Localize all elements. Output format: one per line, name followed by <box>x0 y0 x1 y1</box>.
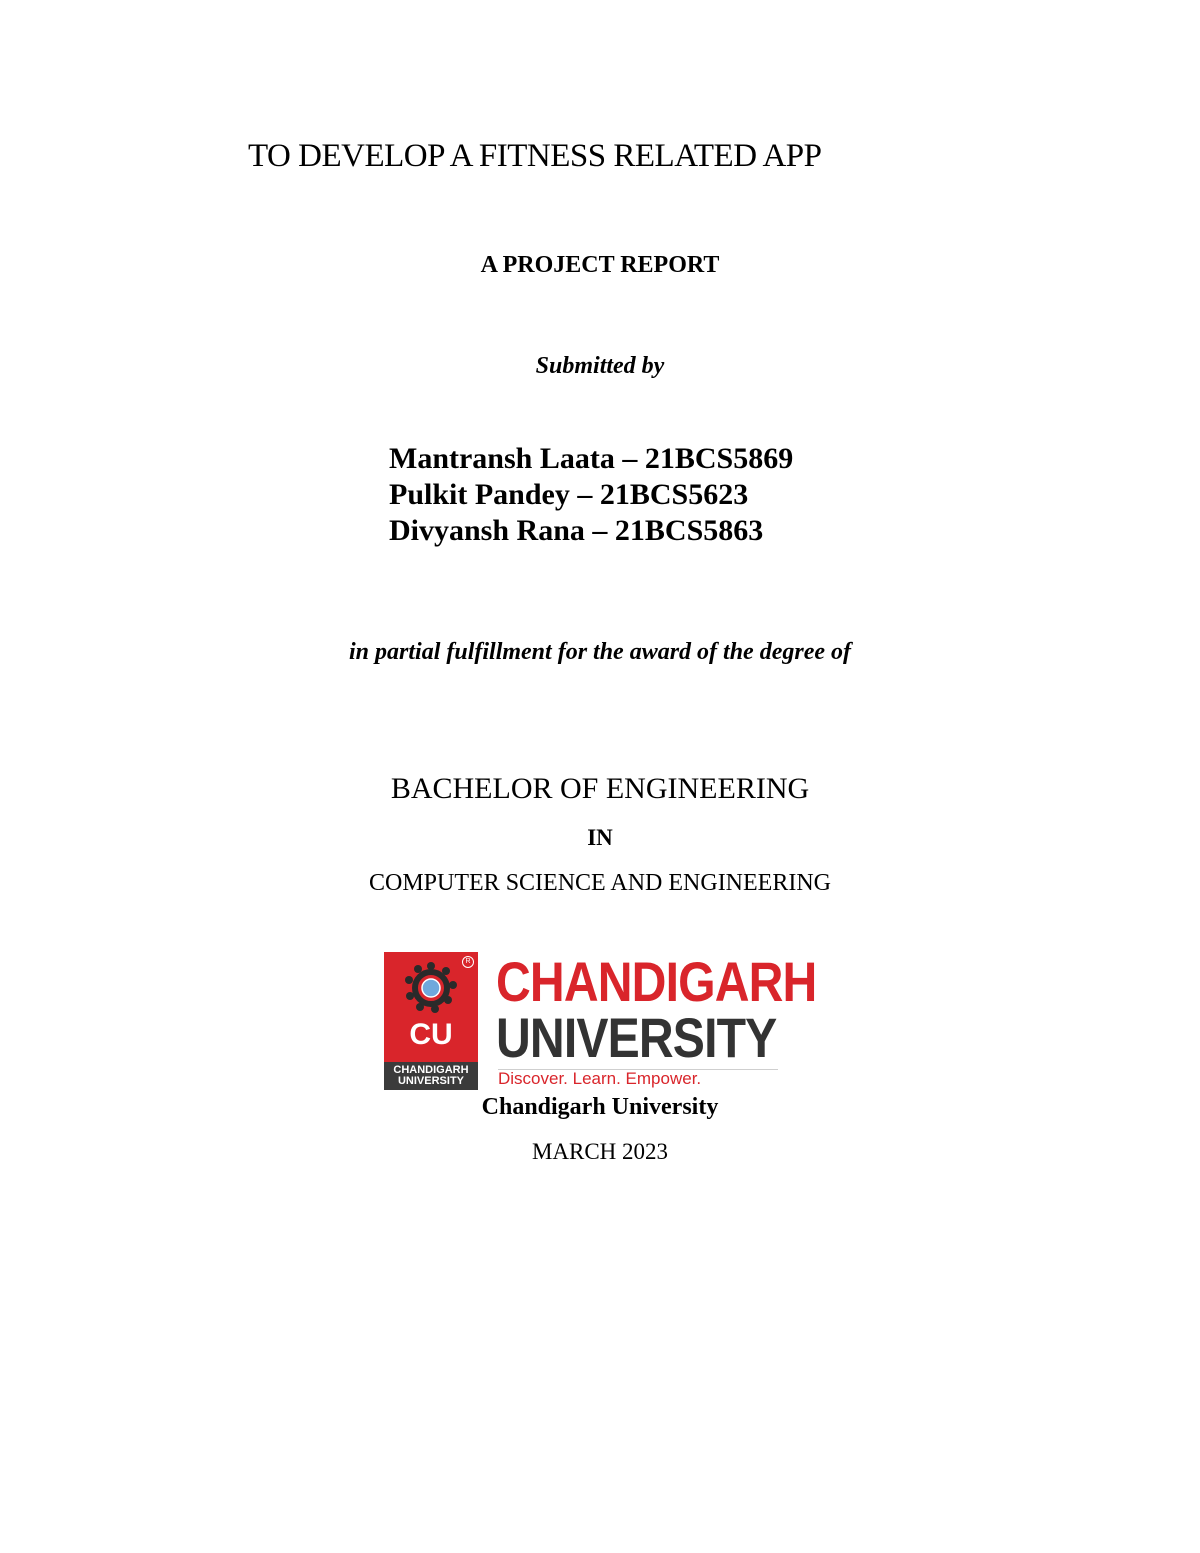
author-entry: Mantransh Laata – 21BCS5869 <box>389 442 794 475</box>
author-entry: Divyansh Rana – 21BCS5863 <box>389 514 764 547</box>
university-name: Chandigarh University <box>481 1094 719 1120</box>
author-entry: Pulkit Pandey – 21BCS5623 <box>389 478 749 511</box>
university-logo <box>384 952 824 1090</box>
submission-date: MARCH 2023 <box>531 1139 669 1164</box>
logo-tagline: Discover. Learn. Empower. <box>498 1069 702 1088</box>
emblem-caption: CHANDIGARH UNIVERSITY <box>384 1062 478 1090</box>
degree-in-label: IN <box>587 825 613 850</box>
emblem-letters: CU <box>409 1018 453 1051</box>
fulfillment-statement: in partial fulfillment for the award of the degree of <box>349 639 851 665</box>
logo-wordmark-line1: CHANDIGARH <box>496 950 817 1013</box>
registered-icon: R <box>462 956 474 968</box>
author-list <box>389 441 793 549</box>
report-type: A PROJECT REPORT <box>480 252 720 278</box>
branch-name: COMPUTER SCIENCE AND ENGINEERING <box>369 870 831 896</box>
university-emblem <box>384 952 478 1090</box>
people-ring-icon <box>400 960 462 1018</box>
submitted-by-label: Submitted by <box>535 353 665 379</box>
report-title: TO DEVELOP A FITNESS RELATED APP <box>248 138 822 174</box>
degree-name: BACHELOR OF ENGINEERING <box>390 772 810 805</box>
logo-wordmark-line2: UNIVERSITY <box>496 1006 777 1069</box>
